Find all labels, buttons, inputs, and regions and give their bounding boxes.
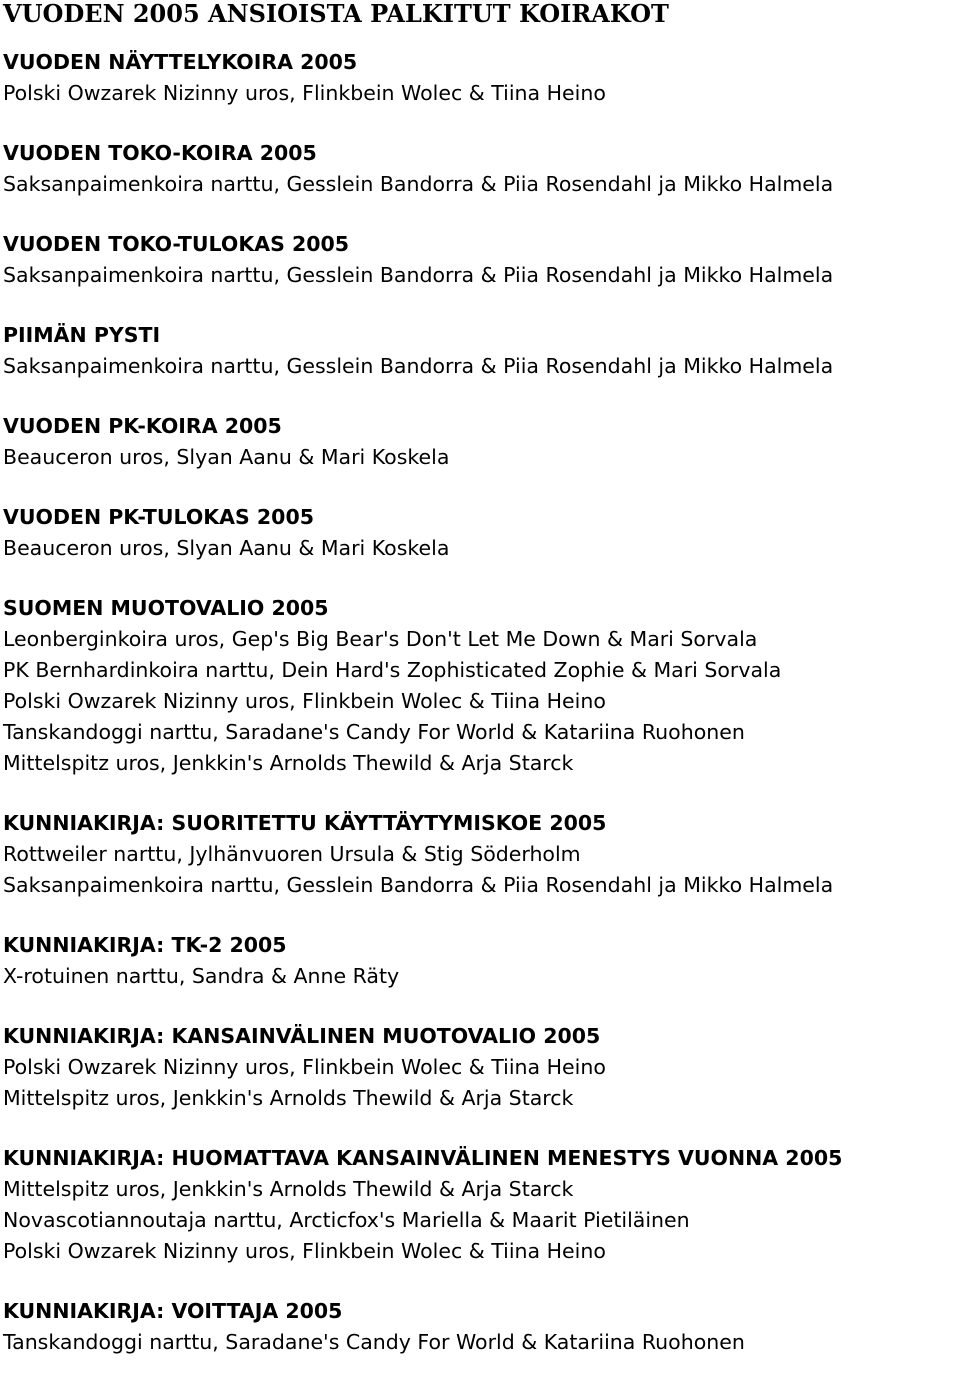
award-entry: Novascotiannoutaja narttu, Arcticfox's Mariella & Maarit Pietiläinen [3,1208,690,1232]
award-heading: VUODEN TOKO-TULOKAS 2005 [3,232,350,256]
award-entry: Mittelspitz uros, Jenkkin's Arnolds Thewild & Arja Starck [3,1086,574,1110]
award-section [3,47,958,109]
award-entry: X-rotuinen narttu, Sandra & Anne Räty [3,964,400,988]
award-entry: Tanskandoggi narttu, Saradane's Candy For World & Katariina Ruohonen [3,1330,745,1354]
award-section [3,502,958,564]
award-heading: VUODEN PK-TULOKAS 2005 [3,505,314,529]
award-heading: VUODEN NÄYTTELYKOIRA 2005 [3,50,358,74]
award-section [3,808,958,901]
award-section [3,1021,958,1114]
award-heading: PIIMÄN PYSTI [3,323,161,347]
award-heading: KUNNIAKIRJA: SUORITETTU KÄYTTÄYTYMISKOE 2005 [3,811,607,835]
award-entry: Rottweiler narttu, Jylhänvuoren Ursula & Stig Söderholm [3,842,581,866]
award-heading: VUODEN PK-KOIRA 2005 [3,414,282,438]
award-entry: Saksanpaimenkoira narttu, Gesslein Bandorra & Piia Rosendahl ja Mikko Halmela [3,263,834,287]
document-page [3,0,958,1387]
award-heading: VUODEN TOKO-KOIRA 2005 [3,141,317,165]
award-heading: KUNNIAKIRJA: KANSAINVÄLINEN MUOTOVALIO 2005 [3,1024,601,1048]
award-entry: Polski Owzarek Nizinny uros, Flinkbein Wolec & Tiina Heino [3,689,606,713]
award-entry: Saksanpaimenkoira narttu, Gesslein Bandorra & Piia Rosendahl ja Mikko Halmela [3,354,834,378]
award-heading: KUNNIAKIRJA: TK-2 2005 [3,933,287,957]
document-title: VUODEN 2005 ANSIOISTA PALKITUT KOIRAKOT [3,0,669,28]
award-entry: Tanskandoggi narttu, Saradane's Candy For World & Katariina Ruohonen [3,720,745,744]
award-section [3,229,958,291]
award-section [3,593,958,779]
award-heading: SUOMEN MUOTOVALIO 2005 [3,596,329,620]
award-section [3,1296,958,1358]
award-entry: Leonberginkoira uros, Gep's Big Bear's Don't Let Me Down & Mari Sorvala [3,627,758,651]
award-section [3,1143,958,1267]
award-entry: Mittelspitz uros, Jenkkin's Arnolds Thewild & Arja Starck [3,751,574,775]
award-entry: Saksanpaimenkoira narttu, Gesslein Bandorra & Piia Rosendahl ja Mikko Halmela [3,873,834,897]
award-entry: PK Bernhardinkoira narttu, Dein Hard's Zophisticated Zophie & Mari Sorvala [3,658,782,682]
award-entry: Saksanpaimenkoira narttu, Gesslein Bandorra & Piia Rosendahl ja Mikko Halmela [3,172,834,196]
award-entry: Beauceron uros, Slyan Aanu & Mari Koskela [3,445,450,469]
award-entry: Polski Owzarek Nizinny uros, Flinkbein Wolec & Tiina Heino [3,81,606,105]
award-section [3,320,958,382]
award-heading: KUNNIAKIRJA: VOITTAJA 2005 [3,1299,343,1323]
award-section [3,411,958,473]
award-entry: Polski Owzarek Nizinny uros, Flinkbein Wolec & Tiina Heino [3,1239,606,1263]
award-section [3,138,958,200]
award-entry: Beauceron uros, Slyan Aanu & Mari Koskela [3,536,450,560]
award-heading: KUNNIAKIRJA: HUOMATTAVA KANSAINVÄLINEN MENESTYS VUONNA 2005 [3,1146,843,1170]
award-entry: Polski Owzarek Nizinny uros, Flinkbein Wolec & Tiina Heino [3,1055,606,1079]
award-entry: Mittelspitz uros, Jenkkin's Arnolds Thewild & Arja Starck [3,1177,574,1201]
award-section [3,930,958,992]
